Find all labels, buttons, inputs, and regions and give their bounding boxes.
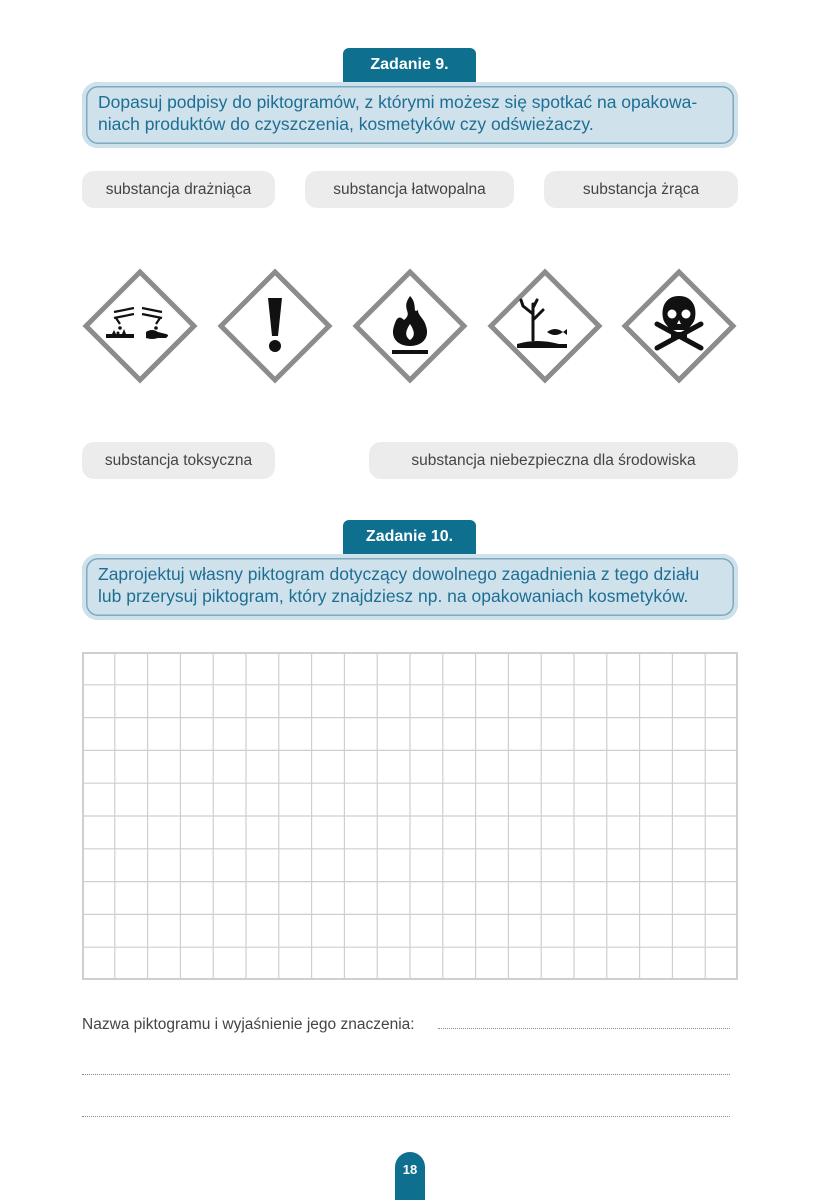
answer-line-3[interactable] (82, 1116, 730, 1117)
label-flammable[interactable]: substancja łatwopalna (305, 171, 514, 208)
corrosive-icon[interactable] (82, 268, 198, 384)
answer-label: Nazwa piktogramu i wyjaśnienie jego znaczenia: (82, 1016, 415, 1033)
task-10-tab: Zadanie 10. (343, 520, 476, 554)
label-irritant[interactable]: substancja drażniąca (82, 171, 275, 208)
drawing-grid[interactable] (82, 652, 738, 980)
environment-icon[interactable] (487, 268, 603, 384)
task-9-tab: Zadanie 9. (343, 48, 476, 82)
page-number: 18 (395, 1152, 425, 1200)
grid-lines (82, 652, 738, 980)
task-10-instruction-text: Zaprojektuj własny piktogram dotyczący dowolnego zagadnienia z tego działu lub przerysuj piktogram, który znajdziesz np. na opakowaniach kosmetyków. (98, 564, 700, 606)
task-9-instruction (82, 82, 738, 148)
answer-line-1[interactable] (438, 1028, 730, 1029)
task-10-instruction (82, 554, 738, 620)
task-9-instruction-text: Dopasuj podpisy do piktogramów, z którymi możesz się spotkać na opakowa-niach produktów do czyszczenia, kosmetyków czy odświeżaczy. (98, 92, 698, 134)
exclamation-icon[interactable] (217, 268, 333, 384)
label-corrosive[interactable]: substancja żrąca (544, 171, 738, 208)
answer-line-2[interactable] (82, 1074, 730, 1075)
label-environment-hazard[interactable]: substancja niebezpieczna dla środowiska (369, 442, 738, 479)
flame-icon[interactable] (352, 268, 468, 384)
label-toxic[interactable]: substancja toksyczna (82, 442, 275, 479)
skull-crossbones-icon[interactable] (621, 268, 737, 384)
